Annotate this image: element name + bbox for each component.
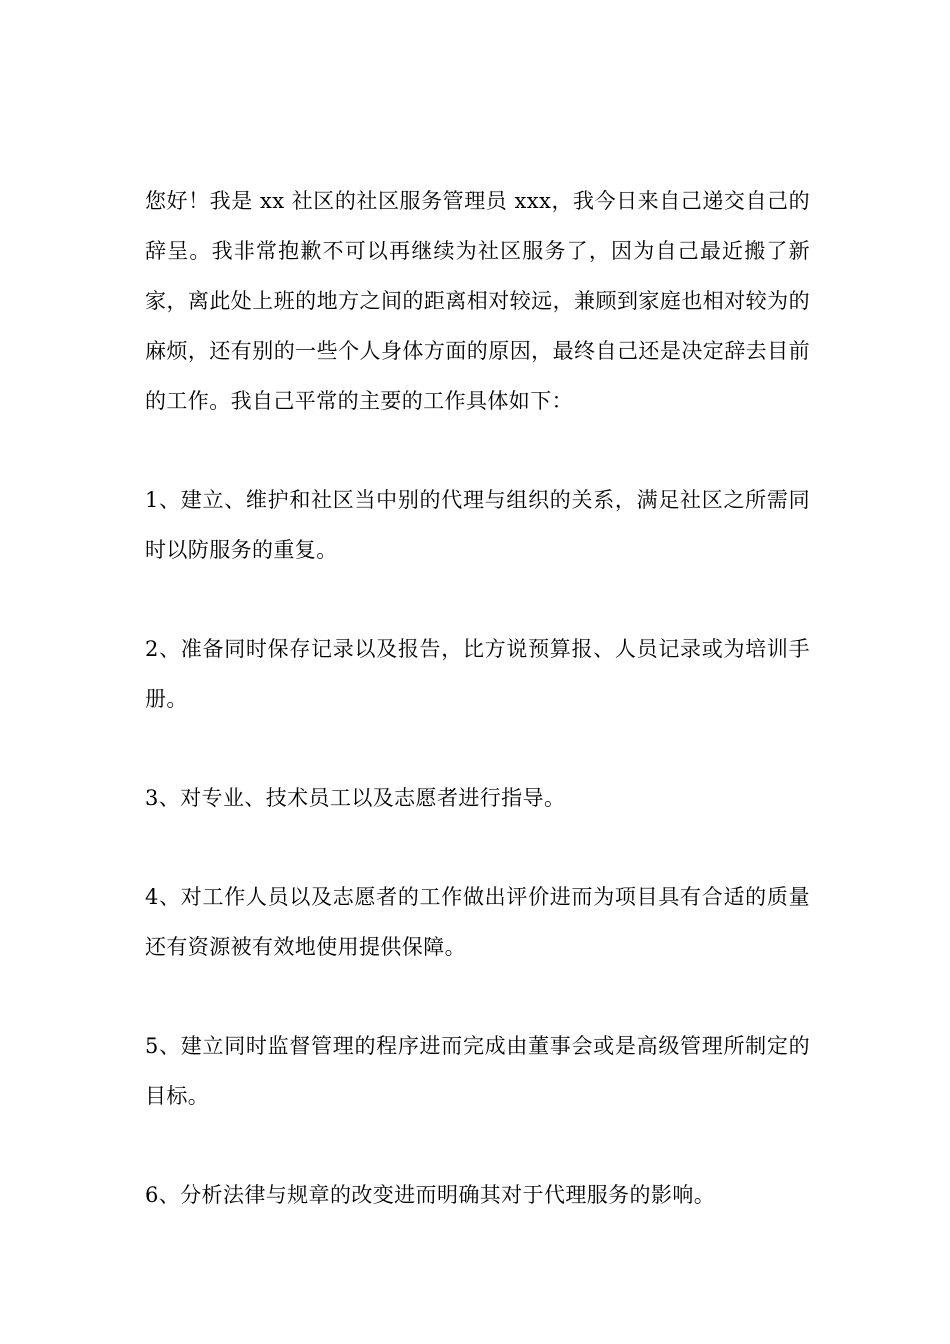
duty-item-3: 3、对专业、技术员工以及志愿者进行指导。	[145, 786, 566, 810]
duty-item-1: 1、建立、维护和社区当中别的代理与组织的关系，满足社区之所需同时以防服务的重复。	[145, 488, 810, 562]
document-body	[145, 176, 810, 1220]
duty-item-5: 5、建立同时监督管理的程序进而完成由董事会或是高级管理所制定的目标。	[145, 1034, 810, 1108]
duty-item-4: 4、对工作人员以及志愿者的工作做出评价进而为项目具有合适的质量还有资源被有效地使用提供保障。	[145, 885, 810, 959]
duty-item-6: 6、分析法律与规章的改变进而明确其对于代理服务的影响。	[145, 1183, 716, 1207]
intro-paragraph: 您好！我是 xx 社区的社区服务管理员 xxx，我今日来自己递交自己的辞呈。我非常抱歉不可以再继续为社区服务了，因为自己最近搬了新家，离此处上班的地方之间的距离相对较远，兼顾到家庭也相对较为的麻烦，还有别的一些个人身体方面的原因，最终自己还是决定辞去目前的工作。我自己平常的主要的工作具体如下：	[145, 189, 810, 413]
duty-item-2: 2、准备同时保存记录以及报告，比方说预算报、人员记录或为培训手册。	[145, 637, 810, 711]
